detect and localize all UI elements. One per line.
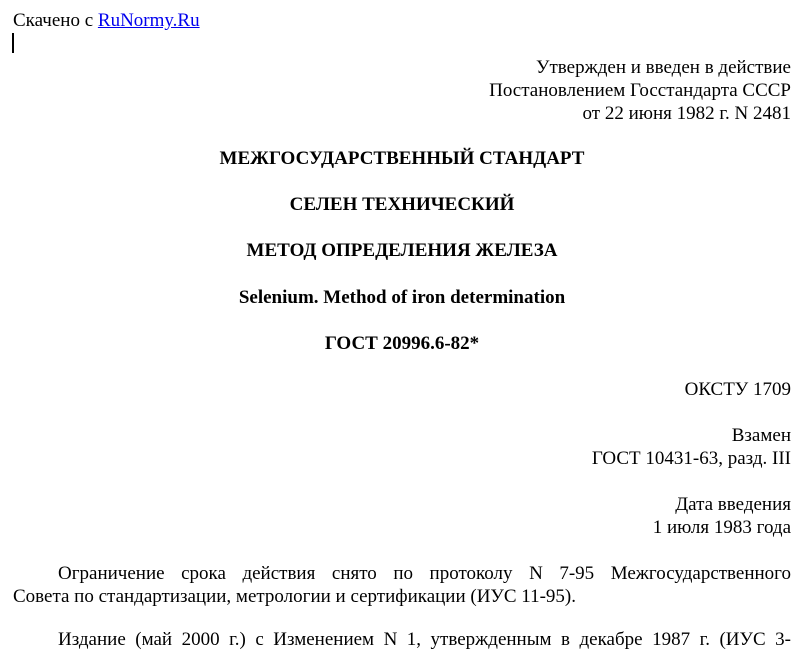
downloaded-from-label: Скачено с: [13, 10, 98, 31]
introduction-date-value: 1 июля 1983 года: [652, 517, 791, 538]
approval-line-1: Утвержден и введен в действие: [536, 57, 791, 78]
text-cursor: [12, 33, 14, 53]
paragraph-validity-line-2: Совета по стандартизации, метрологии и сертификации (ИУС 11-95).: [13, 586, 577, 607]
approval-line-2: Постановлением Госстандарта СССР: [489, 80, 791, 101]
introduction-date-label: Дата введения: [675, 494, 791, 515]
method-title: МЕТОД ОПРЕДЕЛЕНИЯ ЖЕЛЕЗА: [246, 240, 558, 261]
english-title: Selenium. Method of iron determination: [238, 287, 566, 308]
paragraph-validity-line-1: Ограничение срока действия снято по протоколу N 7-95 Межгосударственного: [58, 563, 791, 584]
paragraph-edition-line-1: Издание (май 2000 г.) с Изменением N 1, утвержденным в декабре 1987 г. (ИУС 3-: [58, 629, 791, 650]
interstate-standard-heading: МЕЖГОСУДАРСТВЕННЫЙ СТАНДАРТ: [219, 148, 585, 169]
okstu-code: ОКСТУ 1709: [684, 379, 791, 400]
source-line: [13, 9, 791, 32]
source-link[interactable]: RuNormy.Ru: [97, 10, 200, 31]
product-title: СЕЛЕН ТЕХНИЧЕСКИЙ: [289, 194, 515, 215]
replaces-label: Взамен: [731, 425, 791, 446]
approval-line-3: от 22 июня 1982 г. N 2481: [582, 103, 791, 124]
replaces-value: ГОСТ 10431-63, разд. III: [591, 448, 791, 469]
gost-number: ГОСТ 20996.6-82*: [324, 333, 480, 354]
